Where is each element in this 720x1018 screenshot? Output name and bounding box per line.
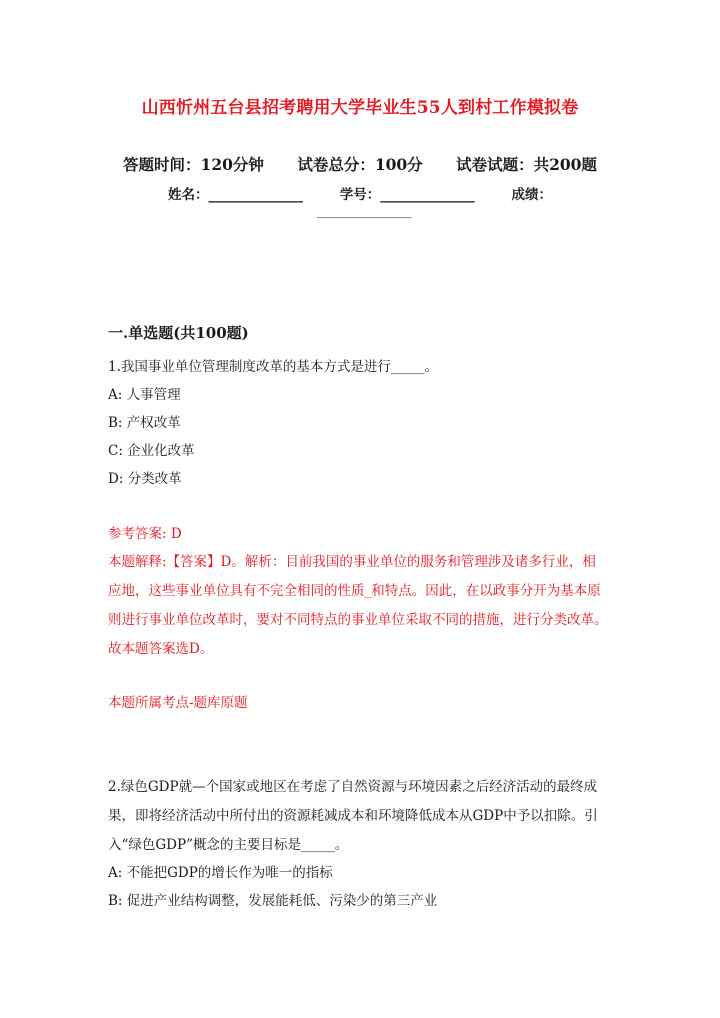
question-1-option-b: B: 产权改革 — [108, 415, 181, 431]
document-title: 山西忻州五台县招考聘用大学毕业生55人到村工作模拟卷 — [141, 98, 579, 118]
grade-line: ______________ — [317, 203, 412, 219]
grade-field: 成绩： — [511, 187, 552, 203]
student-info — [0, 183, 720, 203]
question-2-option-b: B: 促进产业结构调整，发展能耗低、污染少的第三产业 — [108, 893, 438, 909]
question-1-knowledge-point: 本题所属考点-题库原题 — [108, 695, 248, 711]
exam-total-score: 试卷总分：100分 — [297, 155, 423, 174]
exam-meta — [0, 153, 720, 175]
exam-question-count: 试卷试题：共200题 — [456, 155, 597, 174]
question-1-option-d: D: 分类改革 — [108, 471, 182, 487]
section-heading: 一.单选题(共100题) — [108, 324, 249, 342]
question-1-option-a: A: 人事管理 — [108, 387, 181, 403]
question-1-answer: 参考答案: D — [108, 526, 182, 542]
name-field: 姓名：______________ — [168, 187, 304, 203]
question-1-option-c: C: 企业化改革 — [108, 443, 195, 459]
question-2-stem: 2.绿色GDP就—个国家或地区在考虑了自然资源与环境因素之后经济活动的最终成果，即将经济活动中所付出的资源耗减成本和环境降低成本从GDP中予以扣除。引入“绿色GDP”概念的主要目标是_____。 — [108, 779, 598, 853]
student-id-field: 学号：______________ — [339, 187, 475, 203]
exam-time: 答题时间：120分钟 — [123, 155, 264, 174]
question-1-explanation: 本题解释:【答案】D。解析：目前我国的事业单位的服务和管理涉及诸多行业，相应地，这些事业单位具有不完全相同的性质_和特点。因此，在以政事分开为基本原则进行事业单位改革时，要对不同特点的事业单位采取不同的措施，进行分类改革。故本题答案选D。 — [108, 554, 608, 657]
question-1-stem: 1.我国事业单位管理制度改革的基本方式是进行_____。 — [108, 359, 439, 375]
question-2-option-a: A: 不能把GDP的增长作为唯一的指标 — [108, 865, 333, 881]
